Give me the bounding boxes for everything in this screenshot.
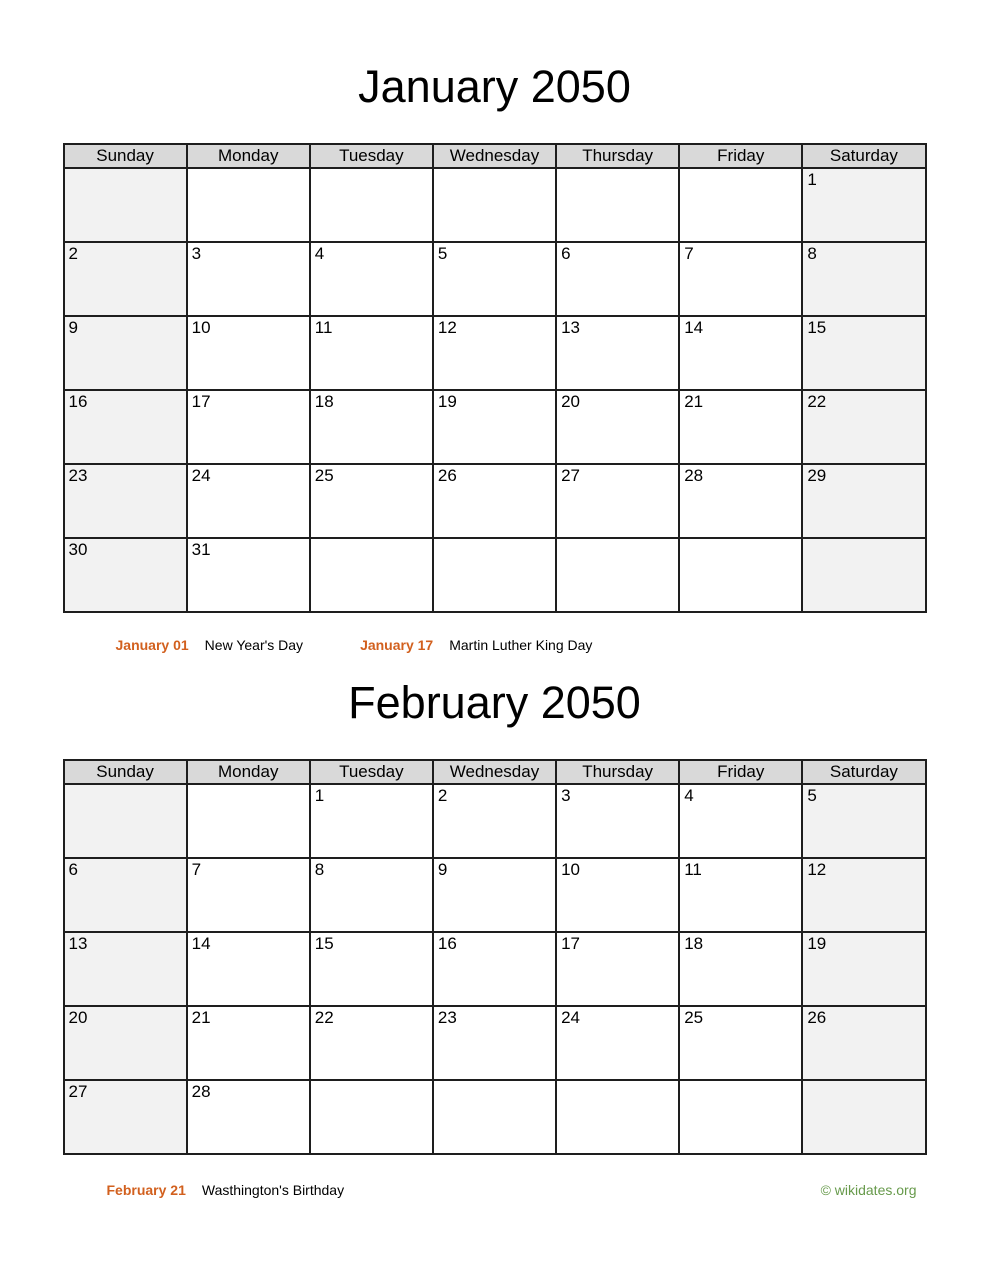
calendar-table-january	[63, 143, 927, 613]
holiday-name-new-years-day: New Year's Day	[204, 637, 304, 653]
calendar-empty-cell	[310, 168, 433, 242]
calendar-day-cell: 26	[802, 1006, 925, 1080]
day-header-monday: Monday	[187, 144, 310, 168]
holiday-name-washingtons-birthday: Wasthington's Birthday	[201, 1182, 345, 1198]
calendar-day-cell: 11	[310, 316, 433, 390]
holiday-list-january	[63, 637, 927, 654]
calendar-day-cell: 12	[433, 316, 556, 390]
calendar-empty-cell	[187, 784, 310, 858]
calendar-empty-cell	[679, 168, 802, 242]
calendar-day-cell: 17	[187, 390, 310, 464]
day-header-thursday: Thursday	[556, 144, 679, 168]
calendar-day-cell: 25	[310, 464, 433, 538]
holiday-date-mlk-day: January 17	[360, 637, 434, 653]
calendar-empty-cell	[64, 168, 187, 242]
calendar-day-cell: 21	[187, 1006, 310, 1080]
day-header-thursday: Thursday	[556, 760, 679, 784]
calendar-empty-cell	[679, 538, 802, 612]
calendar-day-cell: 18	[310, 390, 433, 464]
calendar-empty-cell	[802, 538, 925, 612]
calendar-day-cell: 16	[433, 932, 556, 1006]
calendar-day-cell: 15	[802, 316, 925, 390]
calendar-day-cell: 22	[802, 390, 925, 464]
calendar-week-row	[64, 538, 926, 612]
calendar-day-cell: 15	[310, 932, 433, 1006]
calendar-day-cell: 10	[187, 316, 310, 390]
holiday-date-new-years-day: January 01	[115, 637, 189, 653]
calendar-week-row	[64, 858, 926, 932]
day-header-friday: Friday	[679, 760, 802, 784]
day-header-saturday: Saturday	[802, 760, 925, 784]
month-title-february: February 2050	[348, 677, 641, 728]
calendar-empty-cell	[433, 168, 556, 242]
day-header-wednesday: Wednesday	[433, 144, 556, 168]
calendar-day-cell: 13	[64, 932, 187, 1006]
day-header-friday: Friday	[679, 144, 802, 168]
day-header-tuesday: Tuesday	[310, 760, 433, 784]
calendar-day-cell: 4	[310, 242, 433, 316]
calendar-week-row	[64, 390, 926, 464]
calendar-day-cell: 16	[64, 390, 187, 464]
calendar-day-cell: 9	[64, 316, 187, 390]
holiday-list-february	[63, 1182, 345, 1199]
calendar-day-cell: 4	[679, 784, 802, 858]
calendar-week-row	[64, 1080, 926, 1154]
calendar-day-cell: 27	[64, 1080, 187, 1154]
calendar-empty-cell	[310, 1080, 433, 1154]
calendar-empty-cell	[556, 168, 679, 242]
calendar-day-cell: 28	[679, 464, 802, 538]
calendar-day-cell: 21	[679, 390, 802, 464]
calendar-day-cell: 14	[679, 316, 802, 390]
calendar-day-cell: 11	[679, 858, 802, 932]
calendar-day-cell: 29	[802, 464, 925, 538]
calendar-week-row	[64, 932, 926, 1006]
calendar-empty-cell	[310, 538, 433, 612]
calendar-day-cell: 23	[64, 464, 187, 538]
calendar-empty-cell	[433, 538, 556, 612]
calendar-day-cell: 6	[64, 858, 187, 932]
calendar-day-cell: 8	[802, 242, 925, 316]
calendar-day-cell: 2	[433, 784, 556, 858]
calendar-day-cell: 24	[187, 464, 310, 538]
calendar-day-cell: 12	[802, 858, 925, 932]
calendar-day-cell: 6	[556, 242, 679, 316]
calendar-day-cell: 19	[802, 932, 925, 1006]
calendar-empty-cell	[433, 1080, 556, 1154]
calendar-day-cell: 23	[433, 1006, 556, 1080]
day-header-sunday: Sunday	[64, 760, 187, 784]
calendar-week-row	[64, 1006, 926, 1080]
calendar-day-cell: 18	[679, 932, 802, 1006]
calendar-day-cell: 7	[679, 242, 802, 316]
calendar-day-cell: 5	[433, 242, 556, 316]
calendar-empty-cell	[802, 1080, 925, 1154]
day-header-monday: Monday	[187, 760, 310, 784]
day-header-wednesday: Wednesday	[433, 760, 556, 784]
calendar-empty-cell	[556, 538, 679, 612]
calendar-day-cell: 20	[64, 1006, 187, 1080]
calendar-day-cell: 3	[556, 784, 679, 858]
calendar-day-cell: 28	[187, 1080, 310, 1154]
calendar-day-cell: 9	[433, 858, 556, 932]
calendar-day-cell: 14	[187, 932, 310, 1006]
calendar-week-row	[64, 242, 926, 316]
calendar-empty-cell	[64, 784, 187, 858]
calendar-day-cell: 3	[187, 242, 310, 316]
day-header-tuesday: Tuesday	[310, 144, 433, 168]
calendar-day-cell: 25	[679, 1006, 802, 1080]
calendar-day-cell: 7	[187, 858, 310, 932]
copyright-wikidates: © wikidates.org	[820, 1182, 917, 1198]
holiday-date-washingtons-birthday: February 21	[106, 1182, 186, 1198]
calendar-week-row	[64, 464, 926, 538]
calendar-day-cell: 2	[64, 242, 187, 316]
calendar-day-cell: 1	[310, 784, 433, 858]
footer	[63, 1182, 927, 1199]
calendar-day-cell: 20	[556, 390, 679, 464]
calendar-day-cell: 24	[556, 1006, 679, 1080]
calendar-empty-cell	[679, 1080, 802, 1154]
calendar-day-cell: 31	[187, 538, 310, 612]
calendar-day-cell: 30	[64, 538, 187, 612]
calendar-day-cell: 10	[556, 858, 679, 932]
calendar-table-february	[63, 759, 927, 1155]
calendar-day-cell: 26	[433, 464, 556, 538]
calendar-empty-cell	[187, 168, 310, 242]
calendar-day-cell: 1	[802, 168, 925, 242]
calendar-week-row	[64, 784, 926, 858]
month-title-january: January 2050	[358, 61, 631, 112]
month-section-february	[0, 672, 989, 1155]
day-header-saturday: Saturday	[802, 144, 925, 168]
day-header-sunday: Sunday	[64, 144, 187, 168]
calendar-day-cell: 8	[310, 858, 433, 932]
calendar-day-cell: 22	[310, 1006, 433, 1080]
calendar-week-row	[64, 168, 926, 242]
calendar-empty-cell	[556, 1080, 679, 1154]
calendar-day-cell: 19	[433, 390, 556, 464]
day-header-row	[64, 760, 926, 784]
calendar-day-cell: 17	[556, 932, 679, 1006]
calendar-day-cell: 5	[802, 784, 925, 858]
calendar-week-row	[64, 316, 926, 390]
holiday-name-mlk-day: Martin Luther King Day	[449, 637, 593, 653]
day-header-row	[64, 144, 926, 168]
calendar-day-cell: 27	[556, 464, 679, 538]
calendar-day-cell: 13	[556, 316, 679, 390]
